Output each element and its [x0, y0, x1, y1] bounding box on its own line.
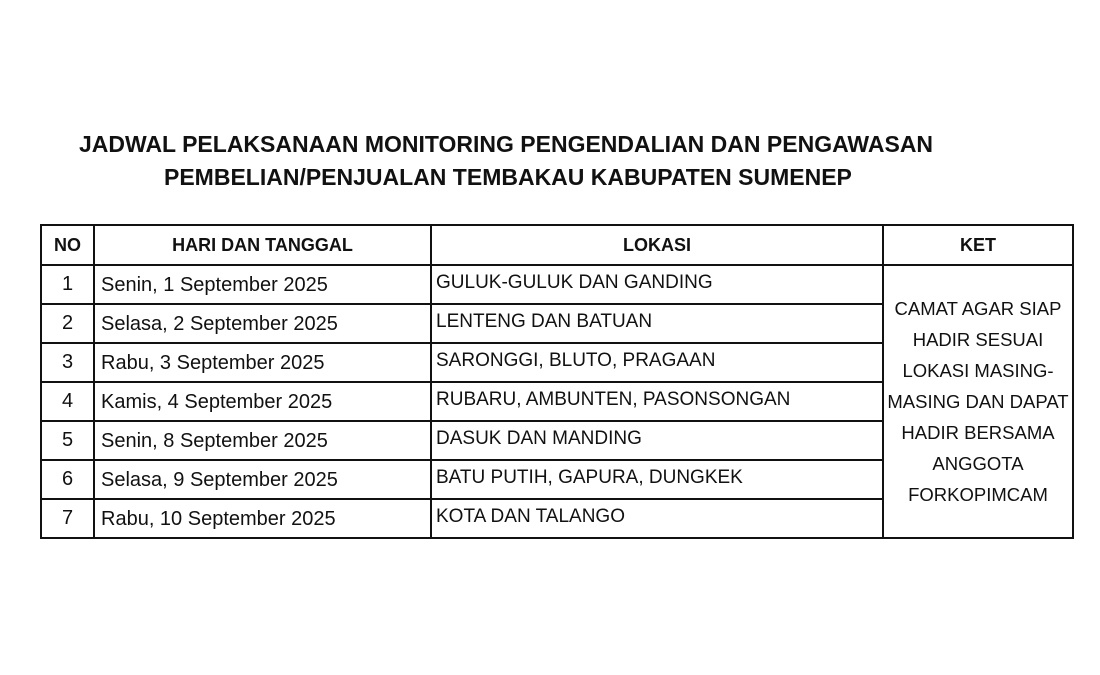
row-no: 4	[41, 382, 94, 421]
row-date: Kamis, 4 September 2025	[94, 382, 431, 421]
header-date: HARI DAN TANGGAL	[94, 225, 431, 265]
row-no: 3	[41, 343, 94, 382]
row-date: Rabu, 10 September 2025	[94, 499, 431, 538]
row-date: Senin, 1 September 2025	[94, 265, 431, 304]
note-line: LOKASI MASING-	[902, 360, 1054, 381]
note-line: MASING DAN DAPAT	[887, 391, 1069, 412]
note-line: FORKOPIMCAM	[908, 484, 1048, 505]
row-no: 1	[41, 265, 94, 304]
schedule-table	[40, 224, 1074, 539]
row-location: GULUK-GULUK DAN GANDING	[431, 265, 883, 304]
row-location: LENTENG DAN BATUAN	[431, 304, 883, 343]
row-no: 6	[41, 460, 94, 499]
note-cell	[883, 265, 1073, 538]
row-no: 7	[41, 499, 94, 538]
note-line: HADIR BERSAMA	[901, 422, 1055, 443]
row-no: 5	[41, 421, 94, 460]
row-location: BATU PUTIH, GAPURA, DUNGKEK	[431, 460, 883, 499]
row-location: KOTA DAN TALANGO	[431, 499, 883, 538]
document-title-line-1: JADWAL PELAKSANAAN MONITORING PENGENDALIAN DAN PENGAWASAN	[79, 131, 934, 157]
header-note: KET	[883, 225, 1073, 265]
row-date: Senin, 8 September 2025	[94, 421, 431, 460]
table-row	[41, 265, 1073, 304]
note-line: HADIR SESUAI	[912, 329, 1044, 350]
row-location: DASUK DAN MANDING	[431, 421, 883, 460]
row-location: RUBARU, AMBUNTEN, PASONSONGAN	[431, 382, 883, 421]
row-date: Selasa, 2 September 2025	[94, 304, 431, 343]
row-location: SARONGGI, BLUTO, PRAGAAN	[431, 343, 883, 382]
row-date: Rabu, 3 September 2025	[94, 343, 431, 382]
header-no: NO	[41, 225, 94, 265]
note-line: CAMAT AGAR SIAP	[894, 298, 1062, 319]
header-location: LOKASI	[431, 225, 883, 265]
note-line: ANGGOTA	[932, 453, 1024, 474]
row-no: 2	[41, 304, 94, 343]
row-date: Selasa, 9 September 2025	[94, 460, 431, 499]
table-header-row	[41, 225, 1073, 265]
document-title-line-2: PEMBELIAN/PENJUALAN TEMBAKAU KABUPATEN SUMENEP	[164, 164, 852, 190]
